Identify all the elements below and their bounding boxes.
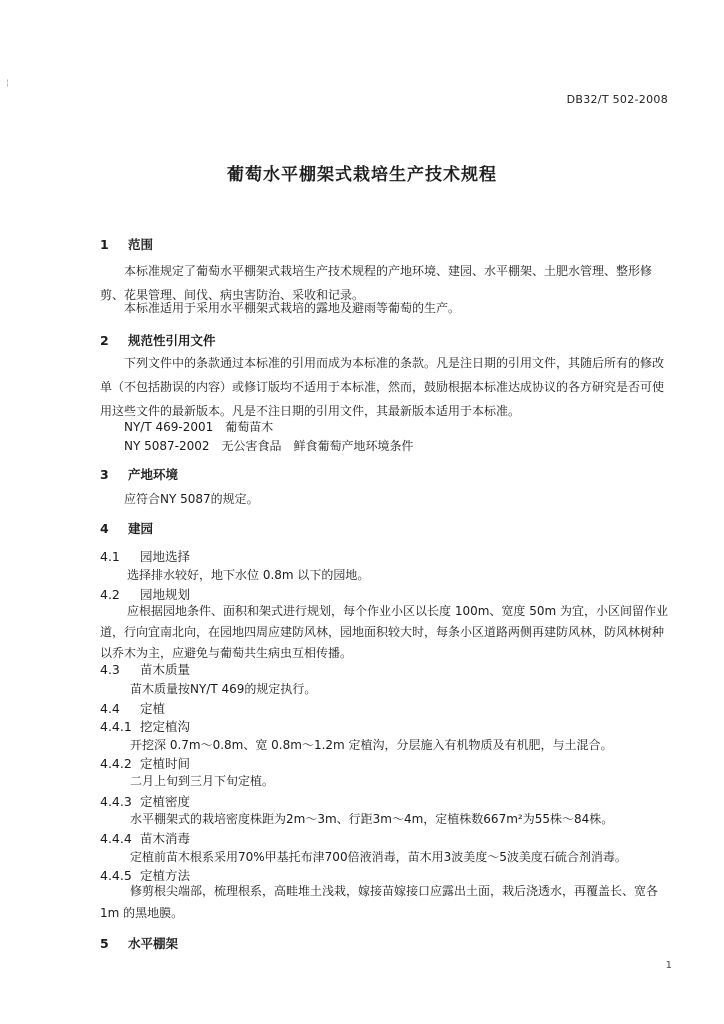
section-number: 4 [100, 521, 109, 536]
subsection-number: 4.4.3 [100, 794, 132, 809]
section-title: 建园 [128, 521, 154, 536]
subsection-4-4-1-text: 开挖深 0.7m～0.8m、宽 0.8m～1.2m 定植沟，分层施入有机物质及有机肥，与土混合。 [130, 738, 613, 752]
section-title: 水平棚架 [128, 936, 179, 951]
section-4-heading [100, 519, 153, 537]
section-1-paragraph-2: 本标准适用于采用水平棚架式栽培的露地及避雨等葡萄的生产。 [124, 301, 461, 315]
reference-item: NY 5087-2002 无公害食品 鲜食葡萄产地环境条件 [124, 439, 414, 453]
subsection-4-2-text: 应根据园地条件、面积和架式进行规划，每个作业小区以长度 100m、宽度 50m 为宜，小区间留作业道，行向宜南北向，在园地四周应建防风林，园地面积较大时，每条小区道路两侧再建防风林，防风林树种以乔木为主，应避免与葡萄共生病虫互相传播。 [100, 604, 668, 660]
section-title: 产地环境 [128, 467, 179, 482]
subsection-number: 4.4.4 [100, 831, 132, 846]
subsection-4-4-4-text: 定植前苗木根系采用70%甲基托布津700倍液消毒，苗木用3波美度～5波美度石硫合剂消毒。 [130, 850, 627, 864]
subsection-4-4-2-text: 二月上旬到三月下旬定植。 [130, 774, 275, 788]
section-title: 规范性引用文件 [128, 333, 216, 348]
section-2-paragraph-1: 下列文件中的条款通过本标准的引用而成为本标准的条款。凡是注日期的引用文件，其随后所有的修改单（不包括勘误的内容）或修订版均不适用于本标准，然而，鼓励根据本标准达成协议的各方研究是否可使用这些文件的最新版本。凡是不注日期的引用文件，其最新版本适用于本标准。 [100, 356, 665, 418]
subsection-title: 苗木质量 [140, 662, 191, 677]
section-3-heading [100, 465, 178, 483]
section-title: 范围 [128, 237, 154, 252]
subsection-title: 挖定植沟 [140, 719, 191, 734]
subsection-number: 4.1 [100, 549, 120, 564]
subsection-title: 定植密度 [140, 794, 191, 809]
subsection-4-4-5-text: 修剪根尖端部，梳理根系，高畦堆土浅栽，嫁接苗嫁接口应露出土面，栽后浇透水，再覆盖长、宽各 1m 的黑地膜。 [100, 884, 659, 920]
subsection-title: 定植方法 [140, 868, 191, 883]
subsection-title: 定植时间 [140, 756, 191, 771]
section-number: 3 [100, 467, 109, 482]
subsection-4-4-heading [100, 699, 165, 717]
section-number: 5 [100, 936, 109, 951]
subsection-4-4-3-text: 水平棚架式的栽培密度株距为2m～3m、行距3m～4m，定植株数667m²为55株～84株。 [130, 812, 614, 826]
section-5-heading [100, 934, 178, 952]
section-number: 2 [100, 333, 109, 348]
subsection-4-4-3-heading [100, 792, 190, 810]
section-number: 1 [100, 237, 109, 252]
subsection-number: 4.3 [100, 662, 120, 677]
subsection-4-4-1-heading [100, 717, 190, 735]
subsection-4-3-text: 苗木质量按NY/T 469的规定执行。 [130, 682, 317, 696]
subsection-title: 园地选择 [140, 549, 191, 564]
subsection-4-3-heading [100, 660, 190, 678]
reference-item: NY/T 469-2001 葡萄苗木 [124, 420, 274, 434]
section-2-heading [100, 331, 216, 349]
section-1-paragraph-1: 本标准规定了葡萄水平棚架式栽培生产技术规程的产地环境、建园、水平棚架、土肥水管理、整形修剪、花果管理、间伐、病虫害防治、采收和记录。 [100, 264, 653, 302]
subsection-number: 4.4.1 [100, 719, 132, 734]
subsection-number: 4.4.5 [100, 868, 132, 883]
subsection-4-4-4-heading [100, 829, 190, 847]
section-1-heading [100, 235, 153, 253]
subsection-number: 4.2 [100, 587, 120, 602]
document-title: 葡萄水平棚架式栽培生产技术规程 [227, 165, 497, 185]
subsection-4-1-text: 选择排水较好，地下水位 0.8m 以下的园地。 [127, 568, 370, 582]
subsection-title: 园地规划 [140, 587, 191, 602]
subsection-number: 4.4.2 [100, 756, 132, 771]
standard-code: DB32/T 502-2008 [566, 93, 668, 106]
subsection-4-4-2-heading [100, 754, 190, 772]
page-number: 1 [665, 960, 672, 971]
subsection-title: 定植 [140, 701, 166, 716]
subsection-4-1-heading [100, 547, 190, 565]
subsection-title: 苗木消毒 [140, 831, 191, 846]
subsection-number: 4.4 [100, 701, 120, 716]
section-3-paragraph-1: 应符合NY 5087的规定。 [124, 492, 259, 506]
scan-edge-mark: ¦ [6, 78, 9, 87]
